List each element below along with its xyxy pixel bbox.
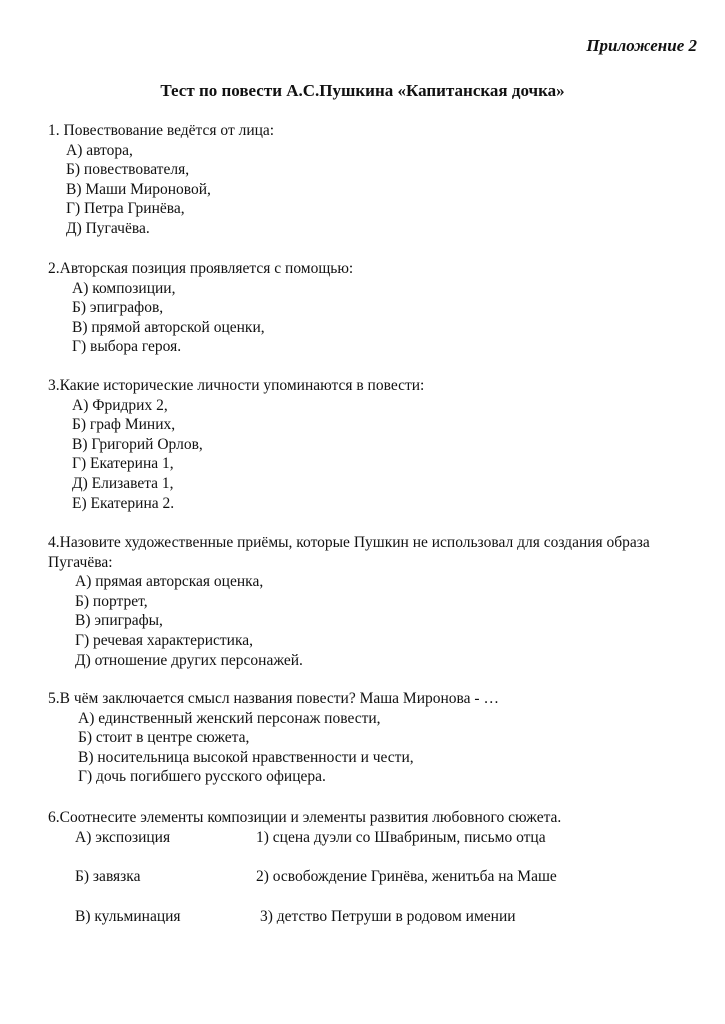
answer-option: В) Маши Мироновой, <box>66 180 211 198</box>
answer-option: А) прямая авторская оценка, <box>75 573 264 591</box>
question-4 <box>48 533 688 670</box>
answer-option: А) единственный женский персонаж повести, <box>78 709 381 727</box>
answer-options <box>48 709 688 787</box>
answer-option: Г) Екатерина 1, <box>72 455 174 473</box>
plot-element: 2) освобождение Гринёва, женитьба на Маше <box>256 868 557 886</box>
answer-option: Б) граф Миних, <box>72 416 176 434</box>
answer-option: А) Фридрих 2, <box>72 396 168 414</box>
question-1 <box>48 121 688 239</box>
answer-option: Д) Пугачёва. <box>66 219 150 237</box>
answer-options <box>48 279 688 357</box>
answer-option: Г) выбора героя. <box>72 338 182 356</box>
question-6 <box>48 808 688 926</box>
answer-options <box>48 141 688 239</box>
answer-option: Б) портрет, <box>75 592 148 610</box>
answer-option: Д) отношение других персонажей. <box>75 651 303 669</box>
appendix-label: Приложение 2 <box>586 36 697 55</box>
answer-option: Б) стоит в центре сюжета, <box>78 729 250 747</box>
answer-option: В) носительница высокой нравственности и чести, <box>78 748 414 766</box>
answer-option: В) эпиграфы, <box>75 612 163 630</box>
answer-options <box>48 396 688 514</box>
matching-row <box>48 907 688 927</box>
question-text: 1. Повествование ведётся от лица: <box>48 122 275 139</box>
answer-option: А) автора, <box>66 141 133 159</box>
answer-option: В) Григорий Орлов, <box>72 435 203 453</box>
answer-option: Б) повествователя, <box>66 161 190 179</box>
plot-element: 3) детство Петруши в родовом имении <box>260 907 516 925</box>
question-text: 4.Назовите художественные приёмы, которые Пушкин не использовал для создания образа Пугачёва: <box>48 534 650 571</box>
matching-row <box>48 867 688 887</box>
answer-option: Г) Петра Гринёва, <box>66 200 185 218</box>
question-text: 3.Какие исторические личности упоминаются в повести: <box>48 377 425 394</box>
question-3 <box>48 376 688 513</box>
question-text: 2.Авторская позиция проявляется с помощью: <box>48 260 354 277</box>
answer-option: Д) Елизавета 1, <box>72 474 174 492</box>
question-text: 5.В чём заключается смысл названия повести? Маша Миронова - … <box>48 690 499 707</box>
composition-element: В) кульминация <box>75 907 181 925</box>
plot-element: 1) сцена дуэли со Швабриным, письмо отца <box>256 828 546 846</box>
composition-element: Б) завязка <box>75 868 141 886</box>
matching-row <box>48 828 688 848</box>
question-5 <box>48 689 688 787</box>
question-text: 6.Соотнесите элементы композиции и элементы развития любовного сюжета. <box>48 809 562 826</box>
answer-option: Г) речевая характеристика, <box>75 631 253 649</box>
composition-element: А) экспозиция <box>75 828 171 846</box>
answer-option: А) композиции, <box>72 279 176 297</box>
question-2 <box>48 259 688 357</box>
page-title: Тест по повести А.С.Пушкина «Капитанская дочка» <box>160 81 565 100</box>
answer-option: Г) дочь погибшего русского офицера. <box>78 768 326 786</box>
answer-option: В) прямой авторской оценки, <box>72 318 265 336</box>
answer-options <box>48 572 688 670</box>
answer-option: Б) эпиграфов, <box>72 299 164 317</box>
answer-option: Е) Екатерина 2. <box>72 494 175 512</box>
